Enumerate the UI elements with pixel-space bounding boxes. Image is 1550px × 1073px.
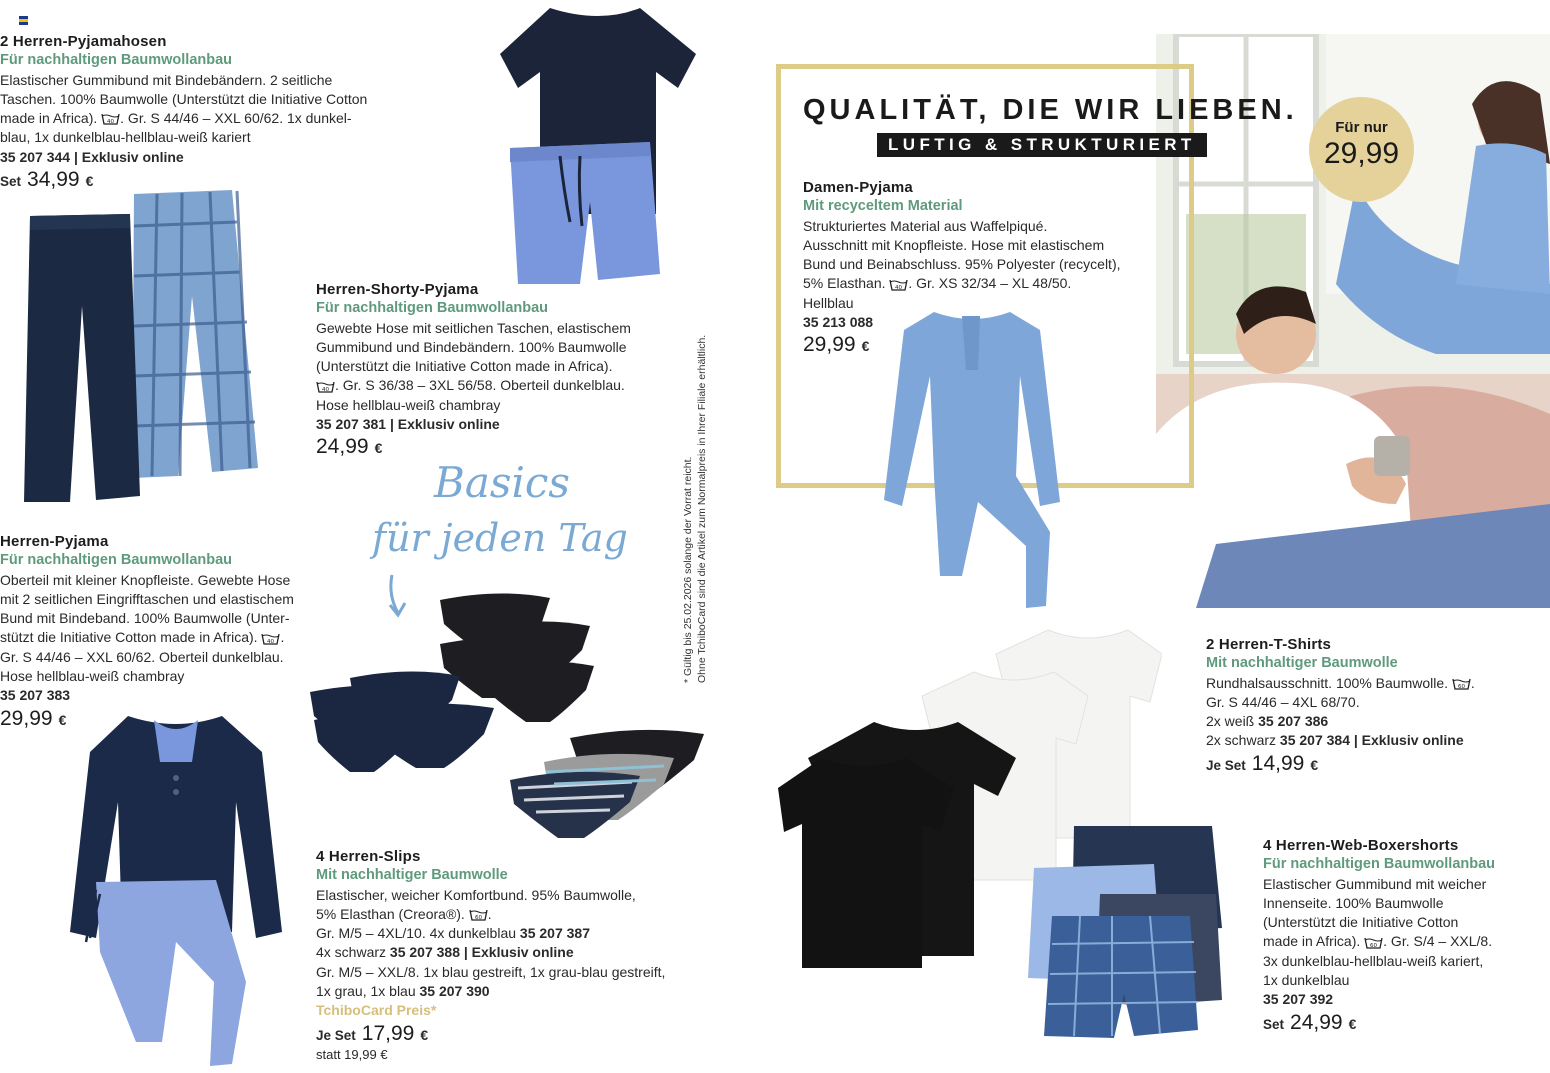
svg-text:60: 60 bbox=[474, 915, 482, 922]
slips-image bbox=[310, 584, 710, 864]
currency: € bbox=[85, 173, 94, 190]
desc-line: Oberteil mit kleiner Knopfleiste. Gewebte Hose bbox=[0, 571, 291, 588]
desc-line: Bund und Beinabschluss. 95% Polyester (recycelt), bbox=[803, 256, 1121, 273]
washing-icon bbox=[1364, 936, 1383, 950]
product-title: 2 Herren-T-Shirts bbox=[1206, 636, 1332, 653]
long-pyjama-image bbox=[66, 712, 286, 1072]
desc-line: 2x weiß 35 207 386 bbox=[1206, 713, 1329, 730]
desc-line: Strukturiertes Material aus Waffelpiqué. bbox=[803, 217, 1048, 234]
article-number: 35 213 088 bbox=[803, 314, 874, 331]
desc-line: stützt die Initiative Cotton made in Africa). 40 . bbox=[0, 629, 285, 646]
svg-text:40: 40 bbox=[895, 284, 903, 291]
script-line-1: Basics bbox=[434, 458, 570, 507]
desc-line: Innenseite. 100% Baumwolle bbox=[1263, 894, 1444, 911]
svg-text:60: 60 bbox=[1457, 683, 1465, 690]
product-slips bbox=[316, 847, 696, 1064]
desc-line: Gewebte Hose mit seitlichen Taschen, elastischem bbox=[316, 319, 631, 336]
product-subtitle: Für nachhaltigen Baumwollanbau bbox=[0, 52, 233, 69]
desc-line: 3x dunkelblau-hellblau-weiß kariert, bbox=[1263, 952, 1484, 969]
old-price: statt 19,99 € bbox=[316, 1046, 388, 1062]
article-number: 35 207 344 | Exklusiv online bbox=[0, 148, 184, 165]
disclaimer-line: * Gültig bis 25.02.2026 solange der Vorrat reicht. bbox=[682, 456, 694, 683]
product-title: Herren-Pyjama bbox=[0, 533, 109, 550]
desc-line: Bund mit Bindeband. 100% Baumwolle (Unter- bbox=[0, 610, 290, 627]
badge-price: 29,99 bbox=[1323, 137, 1400, 170]
tchibocard-label: TchiboCard Preis* bbox=[316, 1002, 437, 1019]
product-subtitle: Mit nachhaltiger Baumwolle bbox=[316, 867, 508, 884]
currency: € bbox=[58, 711, 67, 728]
product-title: Damen-Pyjama bbox=[803, 179, 913, 196]
product-title: 2 Herren-Pyjamahosen bbox=[0, 33, 167, 50]
article-number: 35 207 383 bbox=[0, 687, 71, 704]
desc-line: mit 2 seitlichen Eingrifftaschen und elastischem bbox=[0, 590, 294, 607]
price: 24,99 bbox=[1290, 1010, 1343, 1034]
desc-line: Taschen. 100% Baumwolle (Unterstützt die Initiative Cotton bbox=[0, 90, 368, 107]
product-title: 4 Herren-Web-Boxershorts bbox=[1263, 837, 1459, 854]
price: 24,99 bbox=[316, 435, 369, 459]
script-line-2: für jeden Tag bbox=[372, 516, 628, 560]
product-title: 4 Herren-Slips bbox=[316, 848, 421, 865]
price-row bbox=[1263, 1010, 1533, 1034]
flag-icon bbox=[19, 16, 28, 25]
desc-line: Elastischer Gummibund mit weicher bbox=[1263, 875, 1487, 892]
product-subtitle: Mit recyceltem Material bbox=[803, 198, 963, 215]
washing-icon bbox=[261, 632, 280, 646]
product-boxershorts bbox=[1263, 836, 1533, 1034]
product-pyjamahosen bbox=[0, 32, 400, 191]
currency: € bbox=[420, 1026, 429, 1043]
price: 17,99 bbox=[361, 1021, 415, 1045]
desc-line: Hellblau bbox=[803, 294, 854, 311]
desc-line: blau, 1x dunkelblau-hellblau-weiß kariert bbox=[0, 129, 251, 146]
desc-line: made in Africa). 60 . Gr. S/4 – XXL/8. bbox=[1263, 933, 1493, 950]
damen-pyjama-image bbox=[880, 306, 1070, 614]
desc-line: Gr. M/5 – XXL/8. 1x blau gestreift, 1x grau-blau gestreift, bbox=[316, 963, 666, 980]
desc-line: Ausschnitt mit Knopfleiste. Hose mit elastischem bbox=[803, 236, 1105, 253]
currency: € bbox=[1310, 756, 1319, 773]
price: 29,99 bbox=[803, 333, 856, 357]
desc-line: Hose hellblau-weiß chambray bbox=[0, 668, 185, 685]
desc-line: Gr. S 44/46 – 4XL 68/70. bbox=[1206, 693, 1360, 710]
disclaimer bbox=[681, 335, 709, 683]
price: 14,99 bbox=[1251, 751, 1305, 775]
price-prefix: Set bbox=[1263, 1016, 1285, 1032]
desc-line: 4x schwarz 35 207 388 | Exklusiv online bbox=[316, 944, 574, 961]
price-row bbox=[1206, 751, 1526, 775]
product-subtitle: Für nachhaltigen Baumwollanbau bbox=[316, 300, 549, 317]
washing-icon bbox=[316, 380, 335, 394]
desc-line: (Unterstützt die Initiative Cotton bbox=[1263, 914, 1459, 931]
washing-icon bbox=[469, 908, 488, 922]
disclaimer-line: Ohne TchiboCard sind die Artikel zum Normalpreis in Ihrer Filiale erhältlich. bbox=[696, 334, 708, 683]
price-prefix: Set bbox=[0, 174, 22, 190]
washing-icon bbox=[101, 112, 120, 126]
desc-line: 5% Elasthan. 40 . Gr. XS 32/34 – XL 48/50. bbox=[803, 275, 1072, 292]
desc-line: 1x grau, 1x blau 35 207 390 bbox=[316, 983, 490, 1000]
desc-line: Hose hellblau-weiß chambray bbox=[316, 396, 501, 413]
article-number: 35 207 381 | Exklusiv online bbox=[316, 416, 500, 433]
desc-line: Rundhalsausschnitt. 100% Baumwolle. 60 . bbox=[1206, 674, 1475, 691]
product-shorty-pyjama bbox=[316, 280, 656, 459]
feature-headline: QUALITÄT, DIE WIR LIEBEN. bbox=[803, 94, 1298, 126]
badge-label: Für nur bbox=[1335, 119, 1388, 136]
washing-icon bbox=[889, 278, 908, 292]
pyjama-pants-image bbox=[22, 186, 262, 506]
price: 34,99 bbox=[27, 168, 80, 192]
svg-text:40: 40 bbox=[107, 119, 115, 126]
article-number: 35 207 392 bbox=[1263, 991, 1334, 1008]
boxershorts-image bbox=[1010, 824, 1224, 1044]
product-subtitle: Für nachhaltigen Baumwollanbau bbox=[1263, 856, 1496, 873]
shorty-pyjama-image bbox=[500, 2, 700, 287]
desc-line: 2x schwarz 35 207 384 | Exklusiv online bbox=[1206, 732, 1464, 749]
product-tshirts bbox=[1206, 635, 1526, 775]
desc-line: Elastischer Gummibund mit Bindebändern. 2 seitliche bbox=[0, 71, 333, 88]
feature-subline: LUFTIG & STRUKTURIERT bbox=[877, 133, 1207, 157]
currency: € bbox=[374, 440, 383, 457]
svg-text:60: 60 bbox=[1370, 942, 1378, 949]
desc-line: Elastischer, weicher Komfortbund. 95% Baumwolle, bbox=[316, 886, 636, 903]
currency: € bbox=[1348, 1015, 1357, 1032]
washing-icon bbox=[1452, 677, 1471, 691]
currency: € bbox=[861, 338, 870, 355]
desc-line: made in Africa). 40 . Gr. S 44/46 – XXL 60/62. 1x dunkel- bbox=[0, 110, 352, 127]
product-title: Herren-Shorty-Pyjama bbox=[316, 281, 479, 298]
price: 29,99 bbox=[0, 706, 53, 730]
desc-line: 5% Elasthan (Creora®). 60 . bbox=[316, 905, 492, 922]
desc-line: Gr. M/5 – 4XL/10. 4x dunkelblau 35 207 387 bbox=[316, 925, 590, 942]
desc-line: Gummibund und Bindebändern. 100% Baumwolle bbox=[316, 338, 627, 355]
price-prefix: Je Set bbox=[1206, 757, 1246, 773]
desc-line: (Unterstützt die Initiative Cotton made in Africa). bbox=[316, 358, 613, 375]
product-subtitle: Mit nachhaltiger Baumwolle bbox=[1206, 655, 1398, 672]
price-badge bbox=[1309, 97, 1414, 202]
desc-line: Gr. S 44/46 – XXL 60/62. Oberteil dunkelblau. bbox=[0, 648, 284, 665]
price-row bbox=[316, 1021, 696, 1045]
desc-line: 40 . Gr. S 36/38 – 3XL 56/58. Oberteil dunkelblau. bbox=[316, 376, 656, 395]
product-subtitle: Für nachhaltigen Baumwollanbau bbox=[0, 552, 233, 569]
svg-text:40: 40 bbox=[267, 638, 275, 645]
product-herren-pyjama bbox=[0, 532, 320, 730]
desc-line: 1x dunkelblau bbox=[1263, 972, 1350, 989]
price-prefix: Je Set bbox=[316, 1027, 356, 1043]
svg-text:40: 40 bbox=[322, 386, 329, 393]
